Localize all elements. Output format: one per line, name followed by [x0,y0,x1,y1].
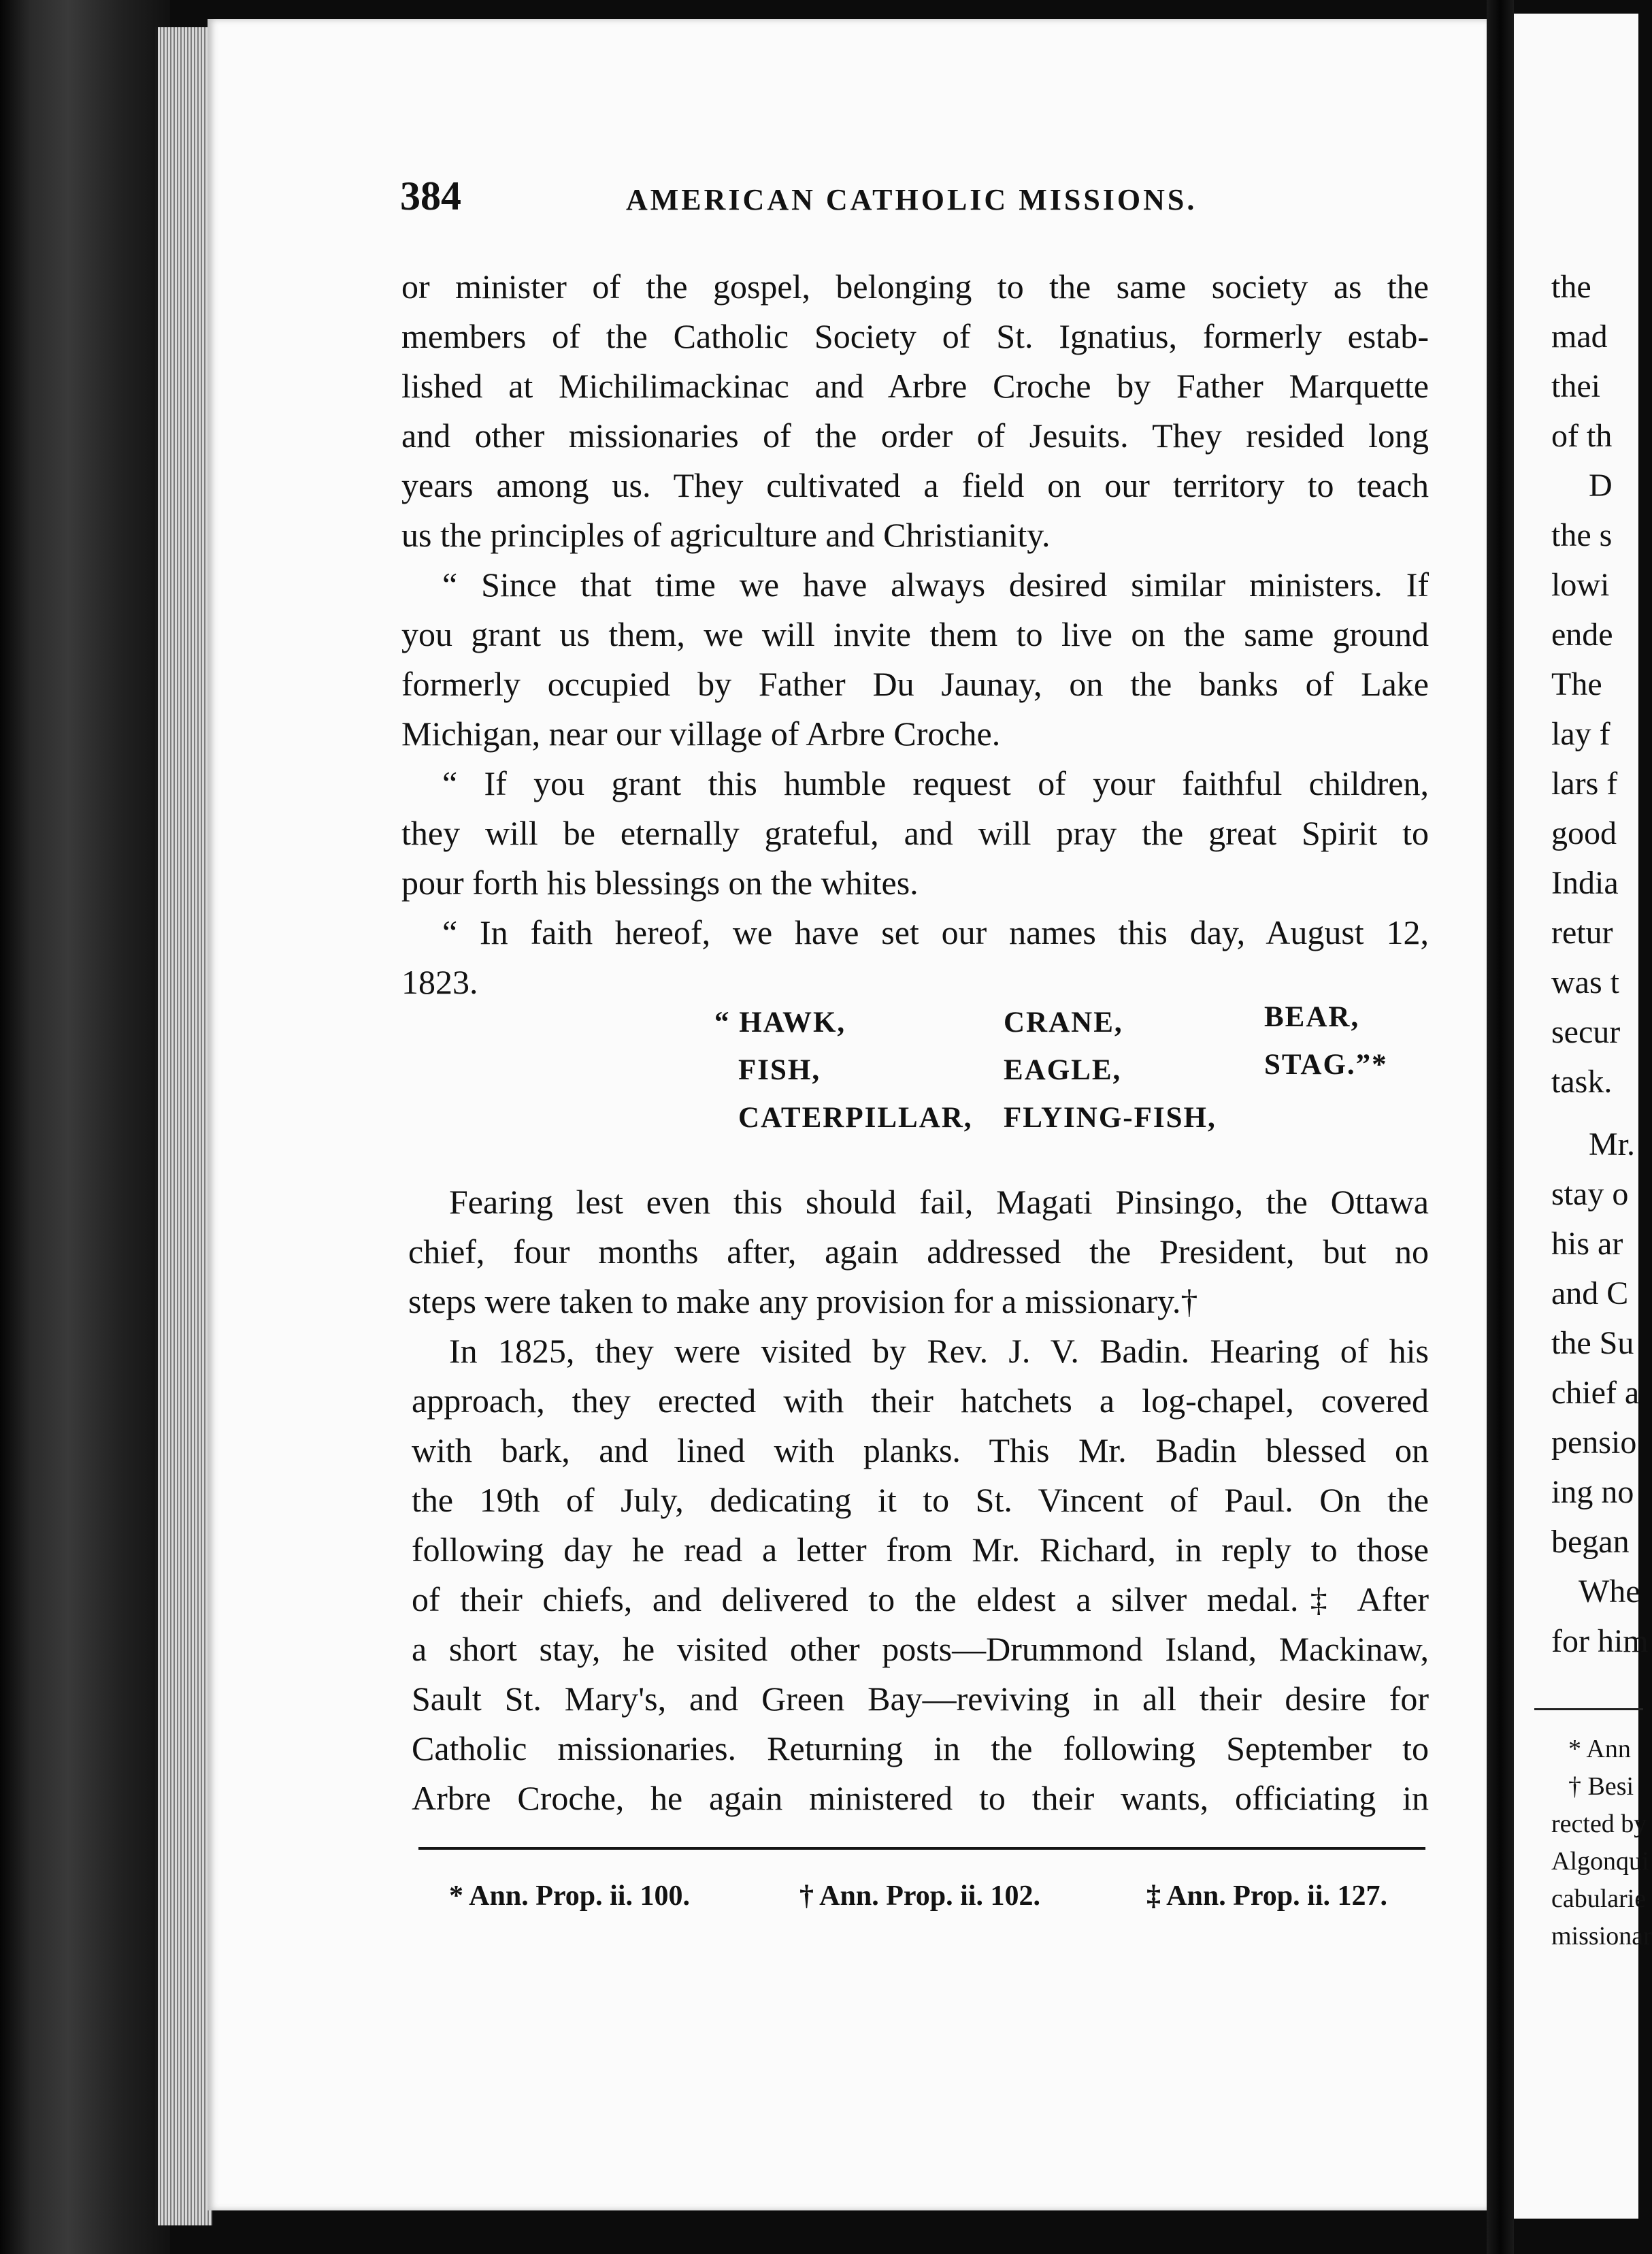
right-line: was t [1551,964,1619,1000]
body-line: with bark, and lined with planks. This Mr. Badin blessed on [412,1431,1429,1469]
body-line: of their chiefs, and delivered to the eldest a silver medal.‡ After [412,1580,1429,1618]
signature-caterpillar: CATERPILLAR, [738,1102,973,1134]
body-line: following day he read a letter from Mr. Richard, in reply to those [412,1531,1429,1569]
body-line: you grant us them, we will invite them to live on the same ground [401,615,1429,653]
right-page [1514,14,1652,2219]
right-footnote-line: rected by [1551,1810,1647,1838]
right-footnote-line: missionar [1551,1922,1652,1950]
right-line: retur [1551,915,1613,951]
footnote-rule [418,1847,1425,1850]
body-line: Fearing lest even this should fail, Magati Pinsingo, the Ottawa [449,1183,1429,1221]
body-line: a short stay, he visited other posts—Drummond Island, Mackinaw, [412,1630,1429,1668]
right-line: stay o [1551,1176,1629,1212]
body-line: Michigan, near our village of Arbre Croche. [401,715,1001,753]
book-spine [0,0,170,2254]
body-line: Sault St. Mary's, and Green Bay—reviving in all their desire for [412,1680,1429,1718]
right-line: lowi [1551,567,1610,603]
body-line: the 19th of July, dedicating it to St. Vincent of Paul. On the [412,1481,1429,1519]
body-line: members of the Catholic Society of St. Ignatius, formerly estab- [401,317,1429,355]
right-line: thei [1551,368,1600,404]
right-line: The [1551,666,1602,702]
body-line: lished at Michilimackinac and Arbre Croche by Father Marquette [401,367,1429,405]
right-line: the Su [1551,1325,1634,1361]
body-line: chief, four months after, again addressed the President, but no [408,1232,1429,1271]
page-edges [155,27,212,2225]
right-line: the s [1551,517,1613,553]
right-line: ende [1551,617,1613,653]
body-line: “ If you grant this humble request of your faithful children, [442,764,1429,802]
body-line: In 1825, they were visited by Rev. J. V. Badin. Hearing of his [449,1332,1429,1370]
footnote-3: ‡ Ann. Prop. ii. 127. [1146,1880,1387,1912]
right-line: began [1551,1524,1630,1560]
body-line: approach, they erected with their hatchets a log-chapel, covered [412,1382,1429,1420]
right-line: and C [1551,1275,1629,1311]
right-line: India [1551,865,1619,901]
signature-flying-fish: FLYING-FISH, [1004,1102,1217,1134]
right-footnote-line: Algonqui [1551,1847,1649,1876]
body-line: “ Since that time we have always desired similar ministers. If [442,566,1429,604]
signature-hawk: “ HAWK, [714,1007,846,1039]
body-line: steps were taken to make any provision for a missionary.† [408,1282,1198,1320]
right-line: chief a [1551,1375,1640,1411]
right-line: the [1551,269,1591,305]
running-title: AMERICAN CATHOLIC MISSIONS. [626,183,1197,216]
right-line: lay f [1551,716,1610,752]
signature-eagle: EAGLE, [1004,1054,1122,1086]
footnote-2: † Ann. Prop. ii. 102. [799,1880,1040,1912]
body-line: years among us. They cultivated a field on our territory to teach [401,466,1429,504]
signature-bear: BEAR, [1264,1001,1360,1033]
right-line: lars f [1551,766,1618,802]
body-line: 1823. [401,963,478,1001]
body-line: us the principles of agriculture and Christianity. [401,516,1051,554]
right-footnote-line: * Ann [1568,1735,1631,1763]
right-line: good [1551,815,1617,851]
body-line: they will be eternally grateful, and will pray the great Spirit to [401,814,1429,852]
body-line: Arbre Croche, he again ministered to their wants, officiating in [412,1779,1429,1817]
page-number: 384 [400,174,461,218]
right-line: D [1589,468,1613,504]
right-footnote-line: † Besi [1568,1772,1634,1801]
body-line: and other missionaries of the order of Jesuits. They resided long [401,416,1429,455]
right-line: mad [1551,318,1608,355]
body-line: formerly occupied by Father Du Jaunay, on the banks of Lake [401,665,1429,703]
right-line: of th [1551,418,1613,454]
right-footnote-line: cabularie [1551,1884,1647,1913]
right-line: Mr. [1589,1126,1636,1162]
body-line: “ In faith hereof, we have set our names this day, August 12, [442,913,1429,951]
right-line: pensio [1551,1424,1637,1460]
right-line: task. [1551,1064,1613,1100]
signature-stag: STAG.”* [1264,1049,1388,1081]
page-gutter [1487,0,1514,2254]
right-line: Whe [1579,1573,1640,1610]
body-line: or minister of the gospel, belonging to the same society as the [401,267,1429,306]
right-line: his ar [1551,1226,1623,1262]
signature-crane: CRANE, [1004,1007,1123,1039]
right-line: ing no [1551,1474,1634,1510]
right-footnote-rule [1534,1708,1643,1710]
signature-fish: FISH, [738,1054,821,1086]
right-line: for him [1551,1623,1649,1659]
right-line: secur [1551,1014,1621,1050]
footnote-1: * Ann. Prop. ii. 100. [449,1880,690,1912]
body-line: pour forth his blessings on the whites. [401,864,919,902]
body-line: Catholic missionaries. Returning in the following September to [412,1729,1429,1767]
